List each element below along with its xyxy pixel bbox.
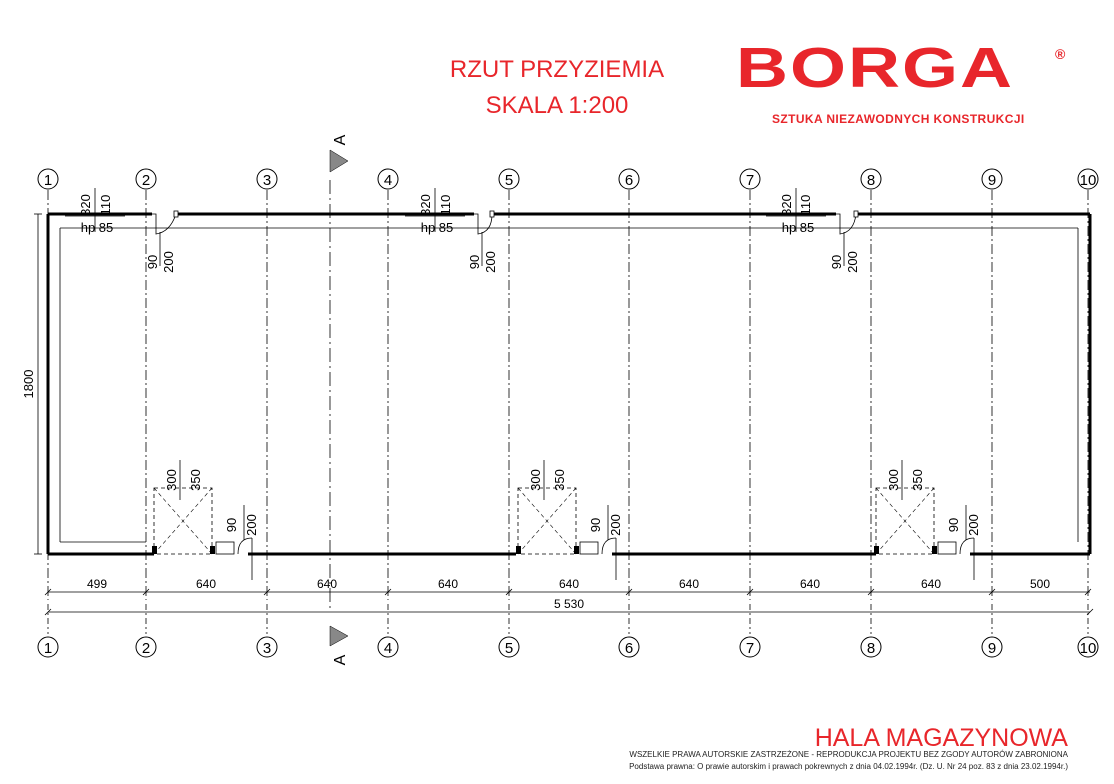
gate-height-label: 350 xyxy=(188,469,203,491)
plan-scale: SKALA 1:200 xyxy=(485,92,629,119)
gate-width-label: 300 xyxy=(528,469,543,491)
door-swing-top xyxy=(474,214,492,234)
bay-dimension-label: 640 xyxy=(799,577,821,591)
window-head-label: 110 xyxy=(438,194,453,216)
axis-label-top: 3 xyxy=(262,172,272,189)
gate-width-label: 300 xyxy=(886,469,901,491)
axis-label-top: 1 xyxy=(43,172,53,189)
door-height-label: 200 xyxy=(244,514,259,536)
door-jamb xyxy=(490,211,494,217)
door-frame xyxy=(938,542,956,554)
axis-label-bottom: 9 xyxy=(987,640,997,657)
gate-post xyxy=(932,546,937,554)
axis-label-bottom: 7 xyxy=(745,640,755,657)
window-head-label: 110 xyxy=(98,194,113,216)
door-swing-bottom xyxy=(602,538,616,554)
door-swing-bottom xyxy=(238,538,252,554)
bay-dimension-label: 640 xyxy=(195,577,217,591)
window-head-label: 110 xyxy=(798,194,813,216)
door-width-label: 90 xyxy=(588,517,603,533)
window-sill-label: hp 85 xyxy=(781,220,815,235)
door-jamb xyxy=(854,211,858,217)
copyright-notice: WSZELKIE PRAWA AUTORSKIE ZASTRZEŻONE - REPRODUKCJA PROJEKTU BEZ ZGODY AUTORÓW ZABRONIONA xyxy=(629,750,1068,759)
bay-dimension-label: 640 xyxy=(316,577,338,591)
door-swing-top xyxy=(836,214,856,234)
window-height-label: 320 xyxy=(418,194,433,216)
axis-label-bottom: 10 xyxy=(1079,640,1097,657)
axis-label-bottom: 8 xyxy=(866,640,876,657)
gate-post xyxy=(574,546,579,554)
bay-dimension-label: 499 xyxy=(86,577,108,591)
window-height-label: 320 xyxy=(779,194,794,216)
gate-height-label: 350 xyxy=(910,469,925,491)
axis-label-top: 5 xyxy=(504,172,514,189)
door-width-label: 90 xyxy=(946,517,961,533)
section-arrow-bottom xyxy=(330,626,348,646)
project-name: HALA MAGAZYNOWA xyxy=(814,724,1068,752)
bay-dimension-label: 500 xyxy=(1029,577,1051,591)
gate-post xyxy=(516,546,521,554)
gate-post xyxy=(874,546,879,554)
registered-mark: ® xyxy=(1055,46,1066,62)
axis-label-top: 6 xyxy=(624,172,634,189)
bay-dimension-label: 640 xyxy=(678,577,700,591)
gate-post xyxy=(152,546,157,554)
gate-width-label: 300 xyxy=(164,469,179,491)
axis-label-bottom: 4 xyxy=(383,640,393,657)
section-label-bottom: A xyxy=(332,654,349,666)
axis-label-top: 2 xyxy=(141,172,151,189)
door-frame xyxy=(216,542,234,554)
bay-dimension-label: 640 xyxy=(437,577,459,591)
axis-label-bottom: 1 xyxy=(43,640,53,657)
window-sill-label: hp 85 xyxy=(80,220,114,235)
total-height-label: 1800 xyxy=(21,369,36,399)
door-frame xyxy=(580,542,598,554)
axis-label-bottom: 5 xyxy=(504,640,514,657)
door-height-label: 200 xyxy=(608,514,623,536)
legal-basis: Podstawa prawna: O prawie autorskim i prawach pokrewnych z dnia 04.02.1994r. (Dz. U. Nr 24 poz. 83 z dnia 23.02.1994r.) xyxy=(629,762,1068,771)
borga-logo: BORGA xyxy=(736,36,1014,100)
axis-label-top: 9 xyxy=(987,172,997,189)
axis-label-top: 10 xyxy=(1079,172,1097,189)
axis-label-bottom: 2 xyxy=(141,640,151,657)
logo-tagline: SZTUKA NIEZAWODNYCH KONSTRUKCJI xyxy=(772,112,1025,126)
door-height-label: 200 xyxy=(483,251,498,273)
door-swing-bottom xyxy=(960,538,974,554)
door-height-label: 200 xyxy=(845,251,860,273)
door-width-label: 90 xyxy=(224,517,239,533)
gate-post xyxy=(210,546,215,554)
gate-height-label: 350 xyxy=(552,469,567,491)
door-width-label: 90 xyxy=(467,254,482,270)
section-label-top: A xyxy=(332,134,349,146)
axis-label-top: 8 xyxy=(866,172,876,189)
axis-label-bottom: 6 xyxy=(624,640,634,657)
plan-title: RZUT PRZYZIEMIA xyxy=(449,56,665,83)
window-height-label: 320 xyxy=(78,194,93,216)
section-arrow-top xyxy=(330,150,348,172)
gate-cross xyxy=(518,488,576,554)
bay-dimension-label: 640 xyxy=(920,577,942,591)
door-width-label: 90 xyxy=(829,254,844,270)
axis-label-bottom: 3 xyxy=(262,640,272,657)
gate-cross xyxy=(876,488,934,554)
axis-label-top: 7 xyxy=(745,172,755,189)
door-height-label: 200 xyxy=(966,514,981,536)
door-jamb xyxy=(174,211,178,217)
door-width-label: 90 xyxy=(145,254,160,270)
door-swing-top xyxy=(152,214,176,234)
bay-dimension-label: 640 xyxy=(558,577,580,591)
window-sill-label: hp 85 xyxy=(420,220,454,235)
axis-label-top: 4 xyxy=(383,172,393,189)
door-height-label: 200 xyxy=(161,251,176,273)
total-length-label: 5 530 xyxy=(553,597,585,611)
